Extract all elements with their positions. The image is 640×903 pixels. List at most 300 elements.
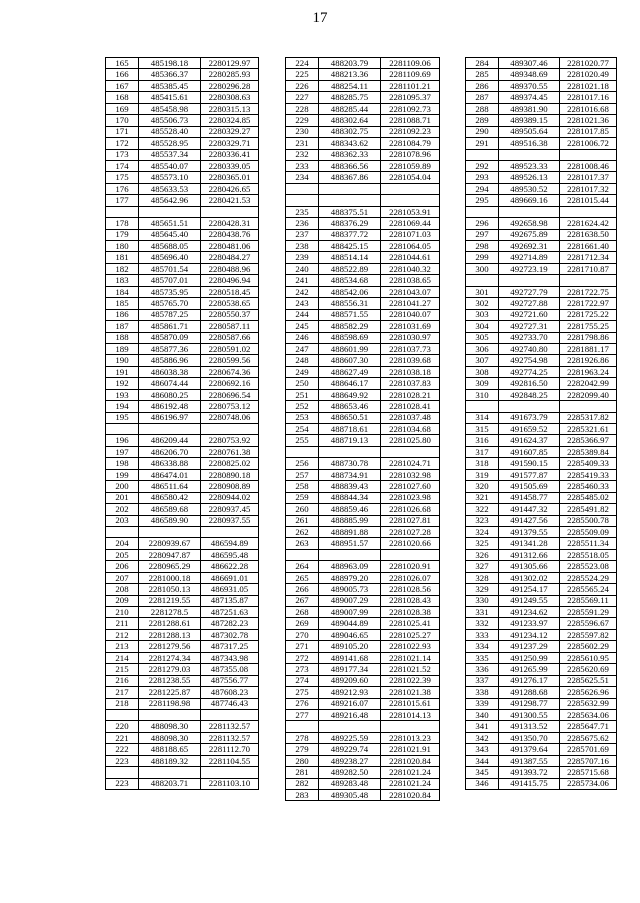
coord-x-cell: 488582.29 (319, 321, 381, 332)
coord-y-cell: 2285485.02 (560, 492, 617, 503)
point-number-cell: 319 (466, 469, 499, 480)
coord-x-cell: 485886.96 (139, 355, 201, 366)
coord-x-cell: 491254.17 (499, 584, 560, 595)
table-row (466, 103, 617, 114)
point-number-cell: 259 (286, 492, 319, 503)
coord-x-cell: 488650.51 (319, 412, 381, 423)
coord-y-cell: 2281054.04 (381, 172, 440, 183)
coord-y-cell: 2285500.78 (560, 515, 617, 526)
coord-x-cell: 488098.30 (139, 721, 201, 732)
coord-y-cell: 486594.89 (201, 538, 259, 549)
point-number-cell: 223 (106, 755, 139, 766)
coord-y-cell (381, 195, 440, 206)
coord-y-cell: 2281109.06 (381, 58, 440, 69)
coord-x-cell: 488362.33 (319, 149, 381, 160)
coord-x-cell: 488542.06 (319, 286, 381, 297)
point-number-cell: 260 (286, 504, 319, 515)
coord-x-cell (139, 206, 201, 217)
coord-x-cell: 488598.69 (319, 332, 381, 343)
table-row (286, 80, 440, 91)
table-row (286, 744, 440, 755)
point-number-cell: 233 (286, 160, 319, 171)
coord-x-cell: 2281238.55 (139, 675, 201, 686)
coord-y-cell: 2281059.89 (381, 160, 440, 171)
point-number-cell (286, 183, 319, 194)
table-row (466, 481, 617, 492)
point-number-cell: 211 (106, 618, 139, 629)
coordinate-table-1 (105, 57, 259, 790)
coord-x-cell: 491387.55 (499, 755, 560, 766)
table-row (466, 721, 617, 732)
coord-x-cell: 488375.51 (319, 206, 381, 217)
coord-x-cell: 486589.90 (139, 515, 201, 526)
table-row (466, 549, 617, 560)
coord-x-cell: 485696.40 (139, 252, 201, 263)
point-number-cell: 326 (466, 549, 499, 560)
coord-x-cell: 488213.36 (319, 69, 381, 80)
coord-y-cell: 2281021.24 (381, 767, 440, 778)
point-number-cell: 173 (106, 149, 139, 160)
table-row (106, 767, 259, 778)
point-number-cell: 178 (106, 218, 139, 229)
coord-y-cell: 2281008.46 (560, 160, 617, 171)
point-number-cell: 296 (466, 218, 499, 229)
table-row (466, 343, 617, 354)
point-number-cell: 250 (286, 378, 319, 389)
coord-x-cell: 491577.87 (499, 469, 560, 480)
point-number-cell: 281 (286, 767, 319, 778)
coord-x-cell: 489216.07 (319, 698, 381, 709)
point-number-cell: 269 (286, 618, 319, 629)
coord-y-cell: 2281025.27 (381, 629, 440, 640)
table-row (286, 732, 440, 743)
coord-y-cell: 2281092.23 (381, 126, 440, 137)
coord-y-cell: 2281014.13 (381, 709, 440, 720)
coord-y-cell: 2282042.99 (560, 378, 617, 389)
coord-y-cell: 2281027.60 (381, 481, 440, 492)
table-row (106, 69, 259, 80)
coord-x-cell: 486589.68 (139, 504, 201, 515)
point-number-cell: 240 (286, 263, 319, 274)
coord-x-cell: 489374.45 (499, 92, 560, 103)
point-number-cell: 189 (106, 343, 139, 354)
coord-x-cell: 485735.95 (139, 286, 201, 297)
coord-x-cell (139, 424, 201, 435)
coord-x-cell: 488719.13 (319, 435, 381, 446)
coord-y-cell: 2281020.84 (381, 755, 440, 766)
coord-x-cell: 491298.77 (499, 698, 560, 709)
point-number-cell: 301 (466, 286, 499, 297)
coord-y-cell: 2280315.13 (201, 103, 259, 114)
coord-y-cell: 2285511.34 (560, 538, 617, 549)
coord-x-cell: 491250.99 (499, 652, 560, 663)
coord-y-cell: 2281044.61 (381, 252, 440, 263)
coord-y-cell: 2281021.91 (381, 744, 440, 755)
table-row (286, 275, 440, 286)
table-row (106, 446, 259, 457)
point-number-cell: 170 (106, 115, 139, 126)
coord-x-cell: 485870.09 (139, 332, 201, 343)
coord-x-cell: 2281274.34 (139, 652, 201, 663)
point-number-cell: 329 (466, 584, 499, 595)
point-number-cell (106, 767, 139, 778)
point-number-cell: 344 (466, 755, 499, 766)
coord-x-cell: 492714.89 (499, 252, 560, 263)
coord-y-cell (560, 149, 617, 160)
coord-y-cell: 2281084.79 (381, 138, 440, 149)
point-number-cell: 328 (466, 572, 499, 583)
coord-x-cell: 488951.57 (319, 538, 381, 549)
point-number-cell: 273 (286, 664, 319, 675)
point-number-cell (286, 195, 319, 206)
coord-x-cell: 492727.79 (499, 286, 560, 297)
table-row (106, 218, 259, 229)
coord-x-cell: 488366.56 (319, 160, 381, 171)
point-number-cell: 204 (106, 538, 139, 549)
coord-y-cell (381, 549, 440, 560)
coord-x-cell: 488571.55 (319, 309, 381, 320)
point-number-cell: 192 (106, 378, 139, 389)
coord-y-cell: 2280336.41 (201, 149, 259, 160)
point-number-cell: 332 (466, 618, 499, 629)
point-number-cell: 187 (106, 321, 139, 332)
coord-y-cell: 2281032.98 (381, 469, 440, 480)
coord-y-cell: 2281020.66 (381, 538, 440, 549)
coord-x-cell: 489348.69 (499, 69, 560, 80)
coord-y-cell: 2285701.69 (560, 744, 617, 755)
coord-y-cell: 2281024.71 (381, 458, 440, 469)
table-row (286, 321, 440, 332)
table-row (466, 58, 617, 69)
coord-y-cell: 2285602.29 (560, 641, 617, 652)
point-number-cell: 280 (286, 755, 319, 766)
point-number-cell (286, 721, 319, 732)
table-row (106, 618, 259, 629)
table-row (106, 401, 259, 412)
coord-x-cell: 488844.34 (319, 492, 381, 503)
point-number-cell: 214 (106, 652, 139, 663)
coord-x-cell: 491237.29 (499, 641, 560, 652)
point-number-cell: 175 (106, 172, 139, 183)
coord-y-cell: 2280484.27 (201, 252, 259, 263)
coord-y-cell: 2285524.29 (560, 572, 617, 583)
coord-y-cell: 2281021.14 (381, 652, 440, 663)
point-number-cell: 282 (286, 778, 319, 789)
coord-y-cell: 2285419.33 (560, 469, 617, 480)
coord-x-cell: 485707.01 (139, 275, 201, 286)
coord-x-cell: 492675.89 (499, 229, 560, 240)
point-number-cell: 300 (466, 263, 499, 274)
coord-y-cell: 2285734.06 (560, 778, 617, 789)
coord-y-cell: 487251.63 (201, 607, 259, 618)
coord-y-cell: 2281030.97 (381, 332, 440, 343)
point-number-cell: 264 (286, 561, 319, 572)
coord-x-cell: 488425.15 (319, 241, 381, 252)
coord-x-cell: 485528.40 (139, 126, 201, 137)
coord-x-cell: 485415.61 (139, 92, 201, 103)
table-row (286, 115, 440, 126)
coord-x-cell: 489229.74 (319, 744, 381, 755)
coord-x-cell: 491415.75 (499, 778, 560, 789)
coord-y-cell: 2285620.69 (560, 664, 617, 675)
point-number-cell: 286 (466, 80, 499, 91)
table-row (106, 652, 259, 663)
point-number-cell: 218 (106, 698, 139, 709)
table-row (106, 504, 259, 515)
table-row (466, 206, 617, 217)
table-row (286, 526, 440, 537)
table-row (466, 298, 617, 309)
coord-y-cell: 2285366.97 (560, 435, 617, 446)
point-number-cell: 342 (466, 732, 499, 743)
table-row (106, 126, 259, 137)
table-row (466, 744, 617, 755)
coord-x-cell: 488859.46 (319, 504, 381, 515)
point-number-cell: 274 (286, 675, 319, 686)
coord-y-cell (560, 206, 617, 217)
coord-x-cell: 488203.71 (139, 778, 201, 789)
coord-y-cell: 2281064.05 (381, 241, 440, 252)
table-row (106, 458, 259, 469)
coord-x-cell: 489216.48 (319, 709, 381, 720)
coord-x-cell: 492848.25 (499, 389, 560, 400)
coord-x-cell: 485540.07 (139, 160, 201, 171)
table-row (466, 526, 617, 537)
coord-y-cell: 2285625.51 (560, 675, 617, 686)
table-row (466, 618, 617, 629)
coord-y-cell: 2285509.09 (560, 526, 617, 537)
table-row (286, 241, 440, 252)
coord-y-cell: 2280937.55 (201, 515, 259, 526)
table-row (106, 206, 259, 217)
table-row (106, 664, 259, 675)
point-number-cell: 186 (106, 309, 139, 320)
coord-y-cell: 2280587.66 (201, 332, 259, 343)
coord-x-cell: 488556.31 (319, 298, 381, 309)
table-row (286, 378, 440, 389)
coord-x-cell: 488646.17 (319, 378, 381, 389)
point-number-cell: 197 (106, 446, 139, 457)
table-row (106, 709, 259, 720)
coord-y-cell: 2280748.06 (201, 412, 259, 423)
coord-y-cell: 2280296.28 (201, 80, 259, 91)
coord-y-cell: 2285632.99 (560, 698, 617, 709)
point-number-cell (286, 549, 319, 560)
point-number-cell: 252 (286, 401, 319, 412)
point-number-cell: 308 (466, 366, 499, 377)
coord-x-cell: 488203.79 (319, 58, 381, 69)
coord-x-cell: 491607.85 (499, 446, 560, 457)
coord-x-cell: 485458.98 (139, 103, 201, 114)
table-row (106, 572, 259, 583)
table-row (106, 80, 259, 91)
coord-x-cell (139, 767, 201, 778)
table-row (286, 687, 440, 698)
coord-x-cell: 491305.66 (499, 561, 560, 572)
table-row (106, 641, 259, 652)
coord-y-cell: 2280426.65 (201, 183, 259, 194)
table-row (466, 629, 617, 640)
table-row (466, 286, 617, 297)
table-row (106, 481, 259, 492)
point-number-cell: 254 (286, 424, 319, 435)
table-row (106, 561, 259, 572)
coord-y-cell: 2281020.49 (560, 69, 617, 80)
point-number-cell: 203 (106, 515, 139, 526)
table-row (286, 138, 440, 149)
table-row (106, 275, 259, 286)
coord-x-cell: 488302.75 (319, 126, 381, 137)
point-number-cell: 306 (466, 343, 499, 354)
coord-y-cell: 2281017.85 (560, 126, 617, 137)
point-number-cell: 339 (466, 698, 499, 709)
coordinate-table-2 (285, 57, 440, 801)
table-row (106, 549, 259, 560)
coord-x-cell: 485765.70 (139, 298, 201, 309)
table-row (106, 160, 259, 171)
coord-y-cell (201, 526, 259, 537)
point-number-cell: 318 (466, 458, 499, 469)
table-row (466, 309, 617, 320)
point-number-cell: 220 (106, 721, 139, 732)
table-row (106, 584, 259, 595)
coord-x-cell: 485642.96 (139, 195, 201, 206)
point-number-cell: 343 (466, 744, 499, 755)
point-number-cell: 182 (106, 263, 139, 274)
point-number-cell: 225 (286, 69, 319, 80)
coord-x-cell: 2281198.98 (139, 698, 201, 709)
table-row (466, 263, 617, 274)
table-row (106, 92, 259, 103)
point-number-cell: 261 (286, 515, 319, 526)
coord-x-cell: 491350.70 (499, 732, 560, 743)
coord-x-cell: 491312.66 (499, 549, 560, 560)
point-number-cell: 177 (106, 195, 139, 206)
coord-x-cell: 488522.89 (319, 263, 381, 274)
coord-y-cell: 2280599.56 (201, 355, 259, 366)
table-row (466, 69, 617, 80)
point-number-cell: 249 (286, 366, 319, 377)
table-row (106, 241, 259, 252)
coord-y-cell: 486595.48 (201, 549, 259, 560)
coord-x-cell: 2281279.03 (139, 664, 201, 675)
coord-y-cell: 2281034.68 (381, 424, 440, 435)
table-row (106, 298, 259, 309)
table-row (106, 138, 259, 149)
point-number-cell: 314 (466, 412, 499, 423)
table-row (466, 366, 617, 377)
coord-x-cell: 489005.73 (319, 584, 381, 595)
table-row (466, 607, 617, 618)
point-number-cell: 323 (466, 515, 499, 526)
table-row (106, 687, 259, 698)
coord-y-cell: 2285389.84 (560, 446, 617, 457)
coord-x-cell: 485528.95 (139, 138, 201, 149)
coord-x-cell: 489305.48 (319, 790, 381, 801)
point-number-cell: 248 (286, 355, 319, 366)
coord-y-cell: 2280753.92 (201, 435, 259, 446)
point-number-cell: 185 (106, 298, 139, 309)
coord-y-cell: 487355.08 (201, 664, 259, 675)
coord-y-cell: 2281031.69 (381, 321, 440, 332)
point-number-cell: 275 (286, 687, 319, 698)
coord-x-cell: 488343.62 (319, 138, 381, 149)
coord-x-cell: 488367.86 (319, 172, 381, 183)
point-number-cell: 183 (106, 275, 139, 286)
point-number-cell: 276 (286, 698, 319, 709)
coord-y-cell (560, 275, 617, 286)
coord-x-cell: 486038.38 (139, 366, 201, 377)
table-row (106, 721, 259, 732)
table-row (106, 343, 259, 354)
point-number-cell (106, 206, 139, 217)
point-number-cell: 345 (466, 767, 499, 778)
coord-y-cell: 2281006.72 (560, 138, 617, 149)
coord-y-cell (201, 206, 259, 217)
point-number-cell: 190 (106, 355, 139, 366)
coord-x-cell: 491341.28 (499, 538, 560, 549)
point-number-cell: 200 (106, 481, 139, 492)
coord-x-cell (319, 195, 381, 206)
table-row (466, 149, 617, 160)
coord-x-cell (139, 709, 201, 720)
coord-y-cell: 2281037.73 (381, 343, 440, 354)
coord-x-cell: 492723.19 (499, 263, 560, 274)
table-row (286, 469, 440, 480)
point-number-cell: 338 (466, 687, 499, 698)
coord-x-cell: 485198.18 (139, 58, 201, 69)
coord-x-cell: 488653.46 (319, 401, 381, 412)
point-number-cell: 298 (466, 241, 499, 252)
coord-y-cell: 2281027.81 (381, 515, 440, 526)
point-number-cell: 210 (106, 607, 139, 618)
coord-x-cell: 486338.88 (139, 458, 201, 469)
table-row (286, 183, 440, 194)
point-number-cell: 224 (286, 58, 319, 69)
coord-y-cell: 2280329.27 (201, 126, 259, 137)
point-number-cell: 179 (106, 229, 139, 240)
point-number-cell: 194 (106, 401, 139, 412)
coord-x-cell: 485573.10 (139, 172, 201, 183)
table-row (106, 195, 259, 206)
point-number-cell: 297 (466, 229, 499, 240)
coord-y-cell: 2281078.96 (381, 149, 440, 160)
coord-y-cell: 2281755.25 (560, 321, 617, 332)
coord-y-cell: 2281043.07 (381, 286, 440, 297)
point-number-cell: 191 (106, 366, 139, 377)
coord-y-cell: 2280488.96 (201, 263, 259, 274)
coord-x-cell: 485633.53 (139, 183, 201, 194)
coord-y-cell: 2281103.10 (201, 778, 259, 789)
table-row (106, 378, 259, 389)
table-row (286, 446, 440, 457)
coord-y-cell: 2280550.37 (201, 309, 259, 320)
table-row (286, 195, 440, 206)
coord-x-cell: 485645.40 (139, 229, 201, 240)
table-row (286, 149, 440, 160)
point-number-cell: 321 (466, 492, 499, 503)
point-number-cell: 330 (466, 595, 499, 606)
coord-y-cell: 2285569.11 (560, 595, 617, 606)
coord-y-cell: 2281023.98 (381, 492, 440, 503)
point-number-cell: 234 (286, 172, 319, 183)
point-number-cell: 283 (286, 790, 319, 801)
coord-x-cell: 489046.65 (319, 629, 381, 640)
coord-x-cell: 492733.70 (499, 332, 560, 343)
point-number-cell: 231 (286, 138, 319, 149)
coord-x-cell: 489283.48 (319, 778, 381, 789)
coord-y-cell: 2281025.80 (381, 435, 440, 446)
